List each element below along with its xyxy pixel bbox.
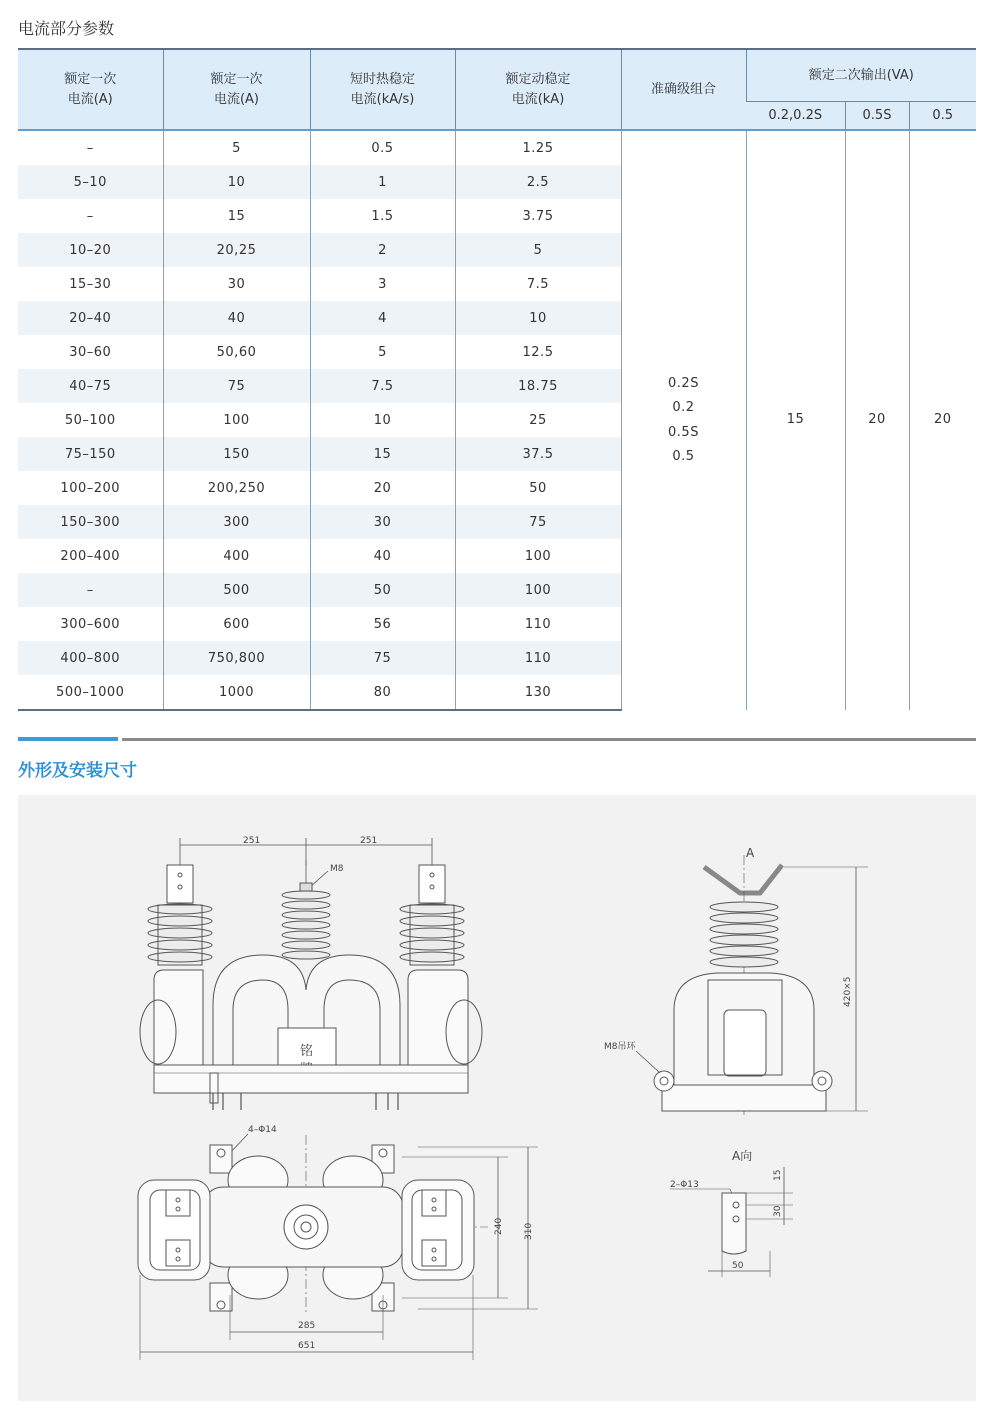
table-cell: 10 bbox=[455, 301, 621, 335]
table-cell: 5 bbox=[310, 335, 455, 369]
table-cell: 130 bbox=[455, 675, 621, 710]
table-cell: 40 bbox=[163, 301, 310, 335]
table-cell: 1 bbox=[310, 165, 455, 199]
table-cell: 25 bbox=[455, 403, 621, 437]
table-cell: 15 bbox=[163, 199, 310, 233]
front-view bbox=[140, 836, 482, 1110]
table-cell: 600 bbox=[163, 607, 310, 641]
accuracy-class-value: 0.2 bbox=[672, 400, 695, 415]
accuracy-class-value: 0.2S bbox=[668, 375, 699, 391]
table-cell: 4 bbox=[310, 301, 455, 335]
table-cell: 5–10 bbox=[18, 165, 163, 199]
accuracy-class-value: 0.5 bbox=[672, 449, 695, 464]
table-cell: 150 bbox=[163, 437, 310, 471]
dimension-drawing bbox=[18, 795, 976, 1401]
table-cell: 7.5 bbox=[310, 369, 455, 403]
header-sub-05: 0.5 bbox=[909, 102, 976, 131]
table-cell: 80 bbox=[310, 675, 455, 710]
table-cell: – bbox=[86, 140, 94, 156]
table-cell: 400 bbox=[163, 539, 310, 573]
header-sub-05s: 0.5S bbox=[845, 102, 909, 131]
table-cell: 1.5 bbox=[310, 199, 455, 233]
table-cell: 10–20 bbox=[18, 233, 163, 267]
table-cell: 12.5 bbox=[455, 335, 621, 369]
table-cell: 40 bbox=[310, 539, 455, 573]
table-cell: 50,60 bbox=[163, 335, 310, 369]
table-cell: 75 bbox=[455, 505, 621, 539]
accuracy-class-value: 0.5S bbox=[668, 424, 699, 440]
table-cell: 200–400 bbox=[60, 548, 121, 564]
table-cell: 100 bbox=[163, 403, 310, 437]
a-view bbox=[670, 1149, 793, 1277]
table-cell: 7.5 bbox=[455, 267, 621, 301]
dim-240: 240 bbox=[494, 1217, 504, 1235]
table-cell: 40–75 bbox=[18, 369, 163, 403]
table-cell: 5 bbox=[163, 130, 310, 165]
dim-310: 310 bbox=[524, 1222, 534, 1240]
table-cell: 400–800 bbox=[18, 641, 163, 675]
table-cell: 20–40 bbox=[18, 301, 163, 335]
table-cell: 3.75 bbox=[455, 199, 621, 233]
dim-251-right: 251 bbox=[360, 836, 378, 846]
dim-285: 285 bbox=[298, 1321, 316, 1331]
table-cell: 30–60 bbox=[69, 344, 112, 360]
section-title: 电流部分参数 bbox=[18, 19, 115, 38]
dim-420x5: 420×5 bbox=[843, 976, 853, 1007]
table-cell: 15–30 bbox=[69, 276, 112, 292]
table-cell: 50 bbox=[310, 573, 455, 607]
table-cell: – bbox=[86, 208, 94, 224]
header-thermal-current: 短时热稳定 电流(kA/s) bbox=[310, 49, 455, 130]
dim-651: 651 bbox=[298, 1341, 316, 1351]
table-row bbox=[18, 130, 976, 165]
current-params-table bbox=[18, 48, 976, 711]
header-dynamic-current: 额定动稳定 电流(kA) bbox=[455, 49, 621, 130]
table-cell: 50–100 bbox=[64, 412, 116, 428]
table-cell: 10 bbox=[163, 165, 310, 199]
table-cell: 0.5 bbox=[310, 130, 455, 165]
table-cell: 2.5 bbox=[455, 165, 621, 199]
table-cell: 20 bbox=[310, 471, 455, 505]
table-cell: 15 bbox=[310, 437, 455, 471]
label-4-holes: 4–Φ14 bbox=[248, 1125, 277, 1135]
header-accuracy-class: 准确级组合 bbox=[621, 49, 746, 130]
table-cell: 10 bbox=[310, 403, 455, 437]
label-m8-ring: M8吊环 bbox=[604, 1042, 636, 1052]
label-m8: M8 bbox=[330, 864, 344, 874]
table-cell: 56 bbox=[310, 607, 455, 641]
table-cell: – bbox=[18, 573, 163, 607]
table-cell: 50 bbox=[455, 471, 621, 505]
side-view bbox=[604, 846, 868, 1115]
table-cell: 500–1000 bbox=[18, 675, 163, 710]
table-cell: 1000 bbox=[163, 675, 310, 710]
header-sub-02: 0.2,0.2S bbox=[746, 102, 845, 131]
dim-50: 50 bbox=[732, 1261, 744, 1271]
dim-251-left: 251 bbox=[243, 836, 261, 846]
label-a-view: A向 bbox=[732, 1149, 753, 1163]
secondary-output-cell: 15 bbox=[746, 130, 845, 710]
table-cell: 200,250 bbox=[163, 471, 310, 505]
table-cell: 20,25 bbox=[163, 233, 310, 267]
table-cell: 100 bbox=[455, 539, 621, 573]
table-cell: 2 bbox=[310, 233, 455, 267]
header-rated-primary-current-2: 额定一次 电流(A) bbox=[163, 49, 310, 130]
table-cell: 75 bbox=[310, 641, 455, 675]
table-cell: 37.5 bbox=[455, 437, 621, 471]
label-2-holes: 2–Φ13 bbox=[670, 1180, 699, 1190]
dim-15: 15 bbox=[773, 1169, 783, 1181]
nameplate-char-1: 铭 bbox=[300, 1044, 314, 1059]
table-cell: 100–200 bbox=[60, 480, 121, 496]
table-cell: 30 bbox=[310, 505, 455, 539]
divider-line bbox=[122, 738, 976, 741]
table-cell: 30 bbox=[163, 267, 310, 301]
section2-title: 外形及安装尺寸 bbox=[18, 761, 137, 781]
table-cell: 18.75 bbox=[455, 369, 621, 403]
table-cell: 150–300 bbox=[18, 505, 163, 539]
table-cell: 75–150 bbox=[18, 437, 163, 471]
table-cell: 3 bbox=[310, 267, 455, 301]
header-secondary-output: 额定二次输出(VA) bbox=[746, 49, 976, 102]
divider-accent bbox=[18, 737, 118, 741]
secondary-output-cell: 20 bbox=[909, 130, 976, 710]
secondary-output-cell: 20 bbox=[845, 130, 909, 710]
top-view bbox=[138, 1125, 538, 1360]
table-cell: 750,800 bbox=[163, 641, 310, 675]
table-cell: 110 bbox=[455, 641, 621, 675]
header-rated-primary-current-1: 额定一次 电流(A) bbox=[18, 49, 163, 130]
table-cell: 75 bbox=[163, 369, 310, 403]
table-cell: 5 bbox=[455, 233, 621, 267]
table-cell: 300 bbox=[163, 505, 310, 539]
table-cell: 110 bbox=[455, 607, 621, 641]
label-a: A bbox=[746, 846, 755, 860]
table-cell: 100 bbox=[455, 573, 621, 607]
dim-30: 30 bbox=[773, 1205, 783, 1217]
table-cell: 500 bbox=[163, 573, 310, 607]
accuracy-class-cell bbox=[621, 130, 746, 710]
table-cell: 1.25 bbox=[455, 130, 621, 165]
table-cell: 300–600 bbox=[60, 616, 121, 632]
